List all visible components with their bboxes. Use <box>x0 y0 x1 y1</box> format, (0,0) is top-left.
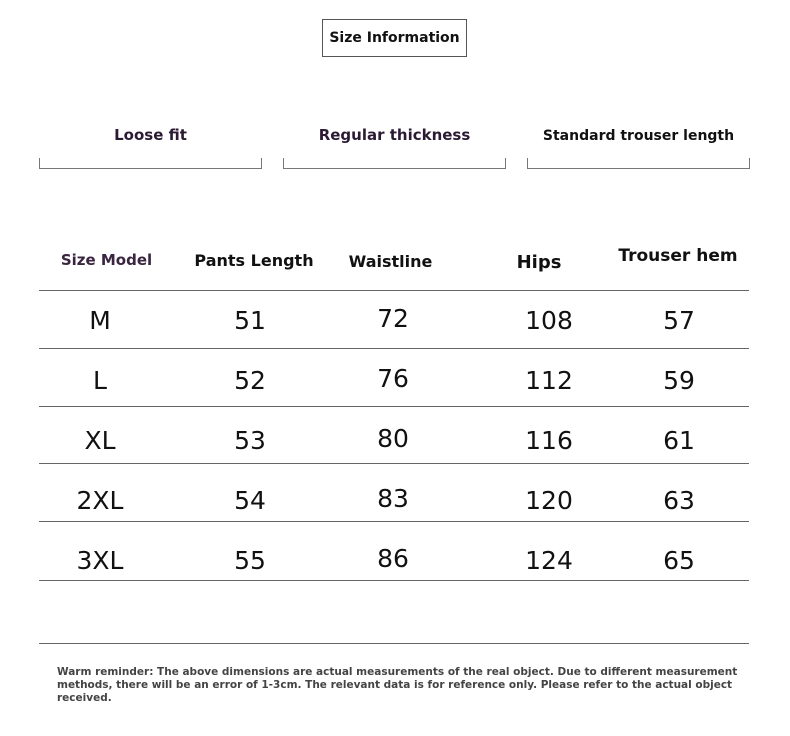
size-cell: 2XL <box>76 486 124 515</box>
attribute-length <box>527 120 750 169</box>
size-cell: 3XL <box>76 546 124 575</box>
column-header-waistline: Waistline <box>348 251 433 271</box>
pants-length-cell: 51 <box>234 306 266 335</box>
hips-cell: 120 <box>525 486 573 515</box>
column-header-size-model: Size Model <box>60 251 153 269</box>
attribute-thickness-label: Regular thickness <box>318 126 471 144</box>
page-title: Size Information <box>322 19 467 57</box>
hips-cell: 108 <box>525 306 573 335</box>
waistline-cell: 86 <box>377 544 409 573</box>
footer-divider <box>39 643 749 644</box>
attribute-thickness <box>283 120 506 169</box>
table-divider <box>39 348 749 349</box>
hips-cell: 112 <box>525 366 573 395</box>
hips-cell: 116 <box>525 426 573 455</box>
pants-length-cell: 55 <box>234 546 266 575</box>
pants-length-cell: 52 <box>234 366 266 395</box>
table-row <box>39 412 749 469</box>
table-divider <box>39 406 749 407</box>
column-header-hips: Hips <box>516 251 562 273</box>
table-divider <box>39 580 749 581</box>
waistline-cell: 72 <box>377 304 409 333</box>
column-header-trouser-hem: Trouser hem <box>618 246 738 266</box>
waistline-cell: 83 <box>377 484 409 513</box>
table-divider <box>39 463 749 464</box>
trouser-hem-cell: 65 <box>663 546 695 575</box>
hips-cell: 124 <box>525 546 573 575</box>
pants-length-cell: 54 <box>234 486 266 515</box>
attribute-fit-label: Loose fit <box>114 126 187 144</box>
pants-length-cell: 53 <box>234 426 266 455</box>
trouser-hem-cell: 59 <box>663 366 695 395</box>
size-table-header <box>39 240 749 290</box>
attribute-fit <box>39 120 262 169</box>
table-row <box>39 352 749 409</box>
trouser-hem-cell: 63 <box>663 486 695 515</box>
waistline-cell: 80 <box>377 424 409 453</box>
size-cell: L <box>93 366 107 395</box>
table-divider <box>39 521 749 522</box>
size-cell: M <box>89 306 111 335</box>
trouser-hem-cell: 57 <box>663 306 695 335</box>
attribute-length-label: Standard trouser length <box>542 128 735 144</box>
size-cell: XL <box>84 426 116 455</box>
table-row <box>39 292 749 349</box>
trouser-hem-cell: 61 <box>663 426 695 455</box>
column-header-pants-length: Pants Length <box>194 250 314 270</box>
waistline-cell: 76 <box>377 364 409 393</box>
warm-reminder-note: Warm reminder: The above dimensions are actual measurements of the real object. Due to different measurement methods, there will be an error of 1-3cm. The relevant data is for reference only. Please refer to the actual object received. <box>57 666 738 704</box>
